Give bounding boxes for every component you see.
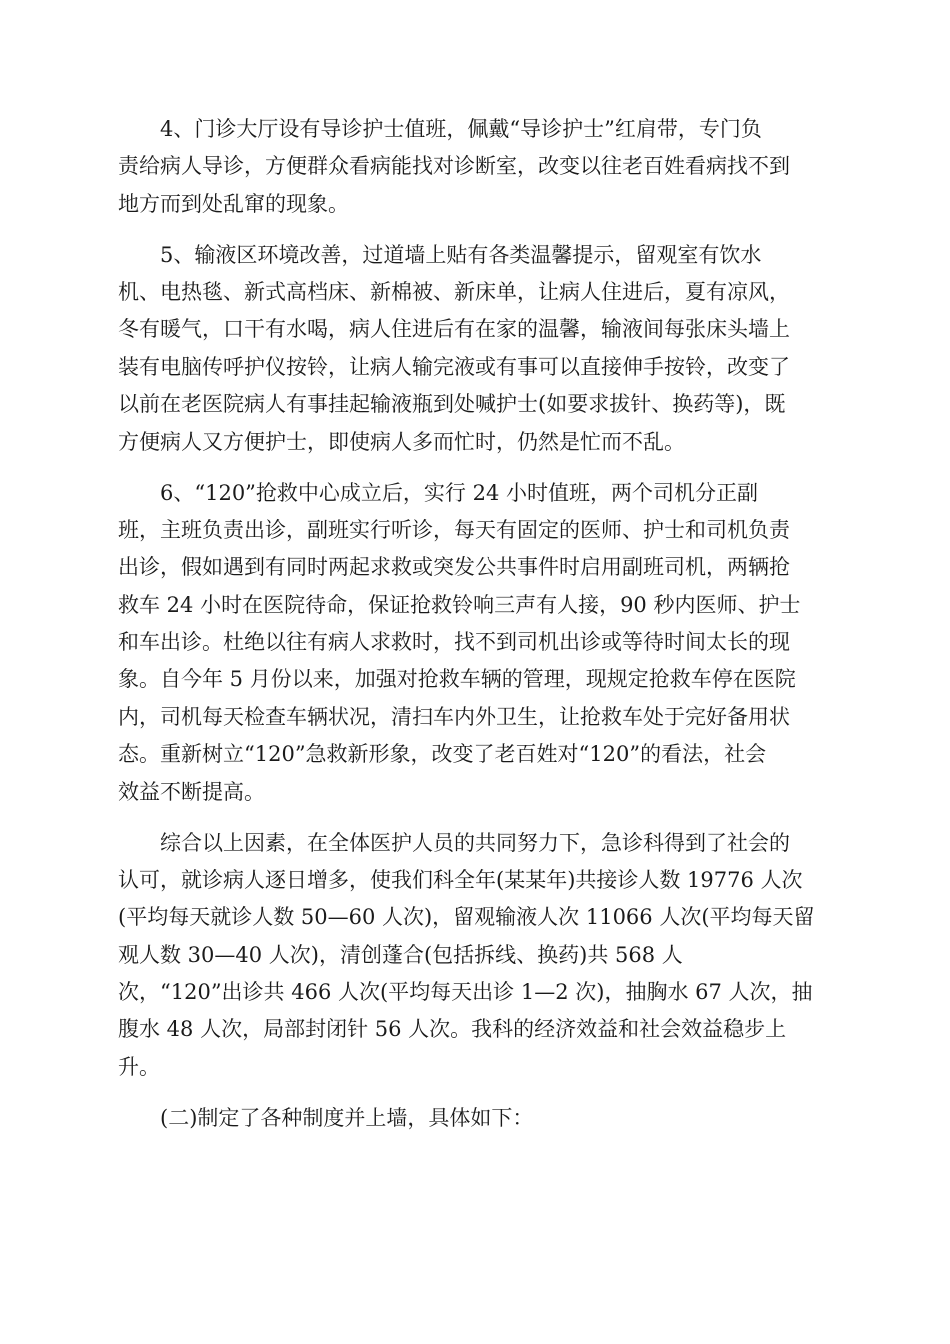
paragraph-line: 内，司机每天检查车辆状况，清扫车内外卫生，让抢救车处于完好备用状 <box>118 704 790 729</box>
paragraph-line: 冬有暖气，口干有水喝，病人住进后有在家的温馨，输液间每张床头墙上 <box>118 317 790 342</box>
paragraph-infusion-area <box>118 237 838 461</box>
paragraph-line: 以前在老医院病人有事挂起输液瓶到处喊护士(如要求拔针、换药等)，既 <box>118 392 786 417</box>
paragraph-line: 效益不断提高。 <box>118 779 265 804</box>
paragraph-line: 腹水 48 人次，局部封闭针 56 人次。我科的经济效益和社会效益稳步上 <box>118 1017 787 1042</box>
paragraph-line: 4、门诊大厅设有导诊护士值班，佩戴“导诊护士”红肩带，专门负 <box>160 117 762 141</box>
paragraph-line: 次，“120”出诊共 466 人次(平均每天出诊 1—2 次)，抽胸水 67 人次，抽 <box>118 980 813 1005</box>
section-heading-regulations <box>118 1100 838 1137</box>
paragraph-line: 认可，就诊病人逐日增多，使我们科全年(某某年)共接诊人数 19776 人次 <box>118 867 803 892</box>
paragraph-line: 观人数 30—40 人次)，清创蓬合(包括拆线、换药)共 568 人 <box>118 942 683 967</box>
paragraph-line: 机、电热毯、新式高档床、新棉被、新床单，让病人住进后，夏有凉风， <box>118 280 790 305</box>
paragraph-line: 态。重新树立“120”急救新形象，改变了老百姓对“120”的看法，社会 <box>118 742 767 767</box>
paragraph-gap <box>118 811 838 825</box>
paragraph-line: 地方而到处乱窜的现象。 <box>118 191 349 216</box>
paragraph-outpatient-guide <box>118 111 838 223</box>
paragraph-120-center <box>118 475 838 812</box>
paragraph-line: 班，主班负责出诊，副班实行听诊，每天有固定的医师、护士和司机负责 <box>118 517 790 542</box>
paragraph-line: 升。 <box>118 1054 160 1079</box>
paragraph-line: 5、输液区环境改善，过道墙上贴有各类温馨提示，留观室有饮水 <box>160 242 762 267</box>
paragraph-line: 装有电脑传呼护仪按铃，让病人输完液或有事可以直接伸手按铃，改变了 <box>118 354 790 379</box>
paragraph-line: (平均每天就诊人数 50—60 人次)，留观输液人次 11066 人次(平均每天留 <box>118 905 815 930</box>
paragraph-gap <box>118 1086 838 1100</box>
paragraph-gap <box>118 461 838 475</box>
section-heading-line: (二)制定了各种制度并上墙，具体如下： <box>160 1105 534 1130</box>
paragraph-line: 责给病人导诊，方便群众看病能找对诊断室，改变以往老百姓看病找不到 <box>118 154 790 179</box>
paragraph-line: 6、“120”抢救中心成立后，实行 24 小时值班，两个司机分正副 <box>160 480 758 505</box>
paragraph-line: 象。自今年 5 月份以来，加强对抢救车辆的管理，现规定抢救车停在医院 <box>118 667 796 692</box>
paragraph-line: 方便病人又方便护士，即使病人多而忙时，仍然是忙而不乱。 <box>118 429 685 454</box>
paragraph-line: 出诊，假如遇到有同时两起求救或突发公共事件时启用副班司机，两辆抢 <box>118 555 790 580</box>
document-body <box>118 111 838 1137</box>
paragraph-summary-statistics <box>118 825 838 1087</box>
paragraph-line: 救车 24 小时在医院待命，保证抢救铃响三声有人接，90 秒内医师、护士 <box>118 592 801 617</box>
paragraph-gap <box>118 223 838 237</box>
paragraph-line: 综合以上因素，在全体医护人员的共同努力下，急诊科得到了社会的 <box>160 830 790 855</box>
paragraph-line: 和车出诊。杜绝以往有病人求救时，找不到司机出诊或等待时间太长的现 <box>118 630 790 655</box>
